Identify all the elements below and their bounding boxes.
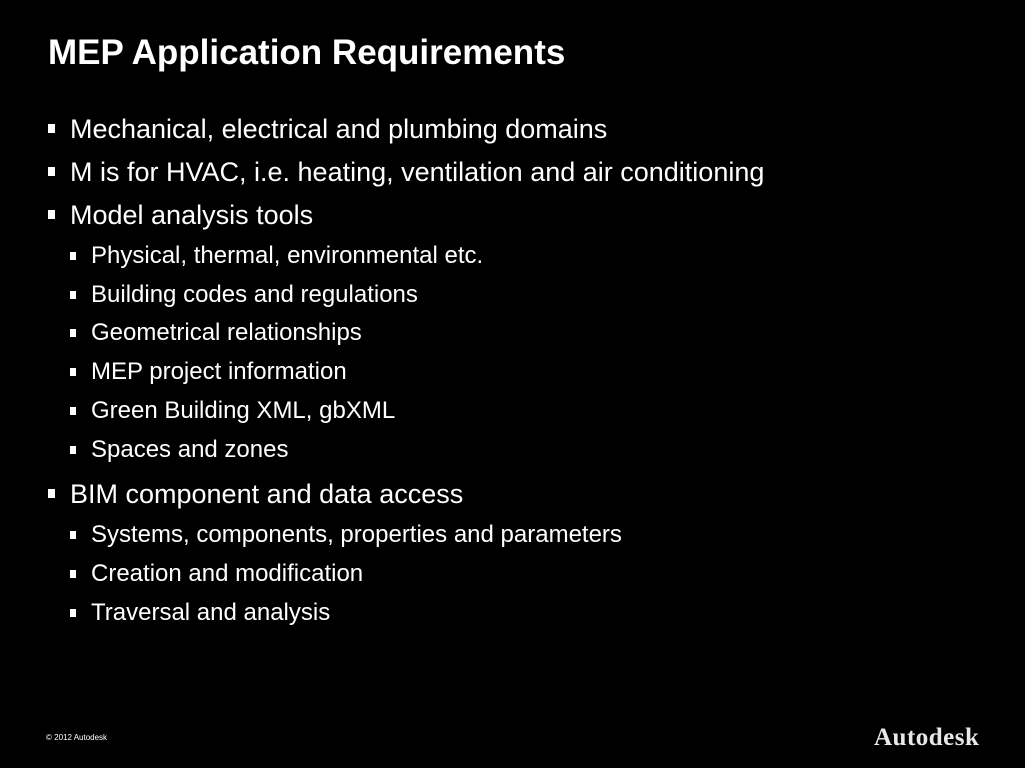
- sub-bullet-item: [48, 555, 1008, 594]
- sub-bullet-item: [48, 237, 1008, 276]
- sub-bullet-item: [48, 516, 1008, 555]
- sub-bullet-list: [48, 237, 1008, 473]
- sub-bullet-item: [48, 392, 1008, 431]
- copyright-notice: © 2012 Autodesk: [46, 733, 108, 742]
- square-bullet-icon: [70, 291, 76, 299]
- square-bullet-icon: [48, 210, 55, 219]
- sub-bullet-item: [48, 594, 1008, 633]
- sub-bullet-item: [48, 353, 1008, 392]
- sub-bullet-text: Spaces and zones: [91, 435, 289, 463]
- square-bullet-icon: [48, 167, 55, 176]
- sub-bullet-item: [48, 314, 1008, 353]
- square-bullet-icon: [70, 531, 76, 539]
- square-bullet-icon: [70, 368, 76, 376]
- bullet-text: Model analysis tools: [70, 200, 314, 230]
- bullet-item: [48, 151, 1008, 194]
- sub-bullet-group: [48, 516, 1008, 636]
- sub-bullet-text: Physical, thermal, environmental etc.: [91, 242, 484, 269]
- square-bullet-icon: [70, 329, 76, 337]
- autodesk-logo: Autodesk: [874, 724, 980, 751]
- sub-bullet-item: [48, 276, 1008, 315]
- sub-bullet-item: [48, 431, 1008, 470]
- sub-bullet-text: Traversal and analysis: [91, 598, 331, 626]
- sub-bullet-text: Creation and modification: [91, 559, 364, 587]
- square-bullet-icon: [48, 489, 55, 498]
- sub-bullet-text: MEP project information: [91, 358, 347, 386]
- sub-bullet-list: [48, 516, 1008, 636]
- bullet-item: [48, 194, 1008, 237]
- bullet-list: [48, 108, 1008, 636]
- bullet-item: [48, 473, 1008, 516]
- square-bullet-icon: [48, 124, 55, 133]
- sub-bullet-text: Geometrical relationships: [91, 319, 362, 347]
- bullet-item: [48, 108, 1008, 151]
- sub-bullet-text: Building codes and regulations: [91, 280, 418, 308]
- square-bullet-icon: [70, 570, 76, 578]
- sub-bullet-text: Systems, components, properties and parameters: [91, 521, 622, 549]
- square-bullet-icon: [70, 609, 76, 617]
- slide-title: MEP Application Requirements: [48, 33, 566, 72]
- square-bullet-icon: [70, 252, 76, 260]
- square-bullet-icon: [70, 446, 76, 454]
- sub-bullet-text: Green Building XML, gbXML: [91, 396, 396, 424]
- bullet-text: M is for HVAC, i.e. heating, ventilation and air conditioning: [70, 157, 765, 187]
- bullet-text: BIM component and data access: [70, 479, 464, 510]
- sub-bullet-group: [48, 237, 1008, 473]
- square-bullet-icon: [70, 407, 76, 415]
- bullet-text: Mechanical, electrical and plumbing domains: [70, 114, 608, 144]
